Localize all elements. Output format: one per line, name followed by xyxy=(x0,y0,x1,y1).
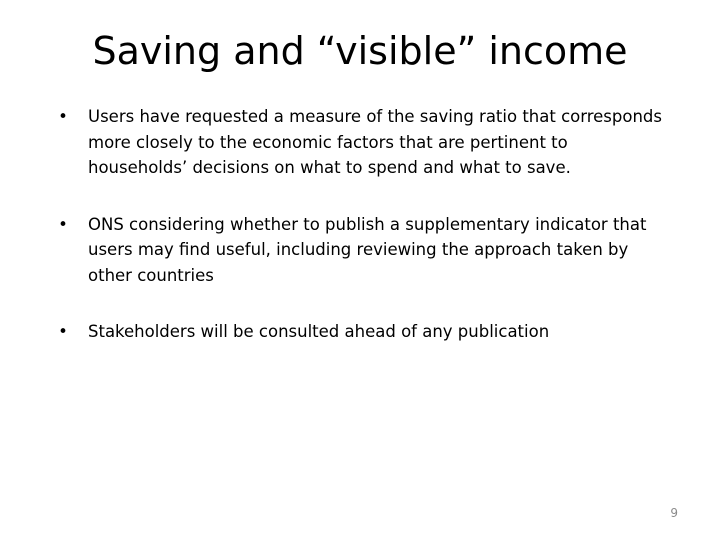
page-number: 9 xyxy=(670,506,678,520)
slide-title: Saving and “visible” income xyxy=(92,29,628,73)
bullet-marker-icon: • xyxy=(58,214,68,234)
bullet-marker-icon: • xyxy=(58,107,68,126)
bullet-item xyxy=(56,212,666,289)
bullet-text: Users have requested a measure of the saving ratio that corresponds more closely to the economic factors that are pertinent to households’ decisions on what to spend and what to save. xyxy=(88,107,663,177)
bullet-item xyxy=(56,104,666,181)
bullet-text: Stakeholders will be consulted ahead of any publication xyxy=(88,322,550,341)
bullet-marker-icon: • xyxy=(58,322,68,341)
bullet-text: ONS considering whether to publish a supplementary indicator that users may find useful, including reviewing the approach taken by other countries xyxy=(88,214,647,285)
bullet-item xyxy=(56,319,666,345)
bullet-list xyxy=(56,104,666,345)
